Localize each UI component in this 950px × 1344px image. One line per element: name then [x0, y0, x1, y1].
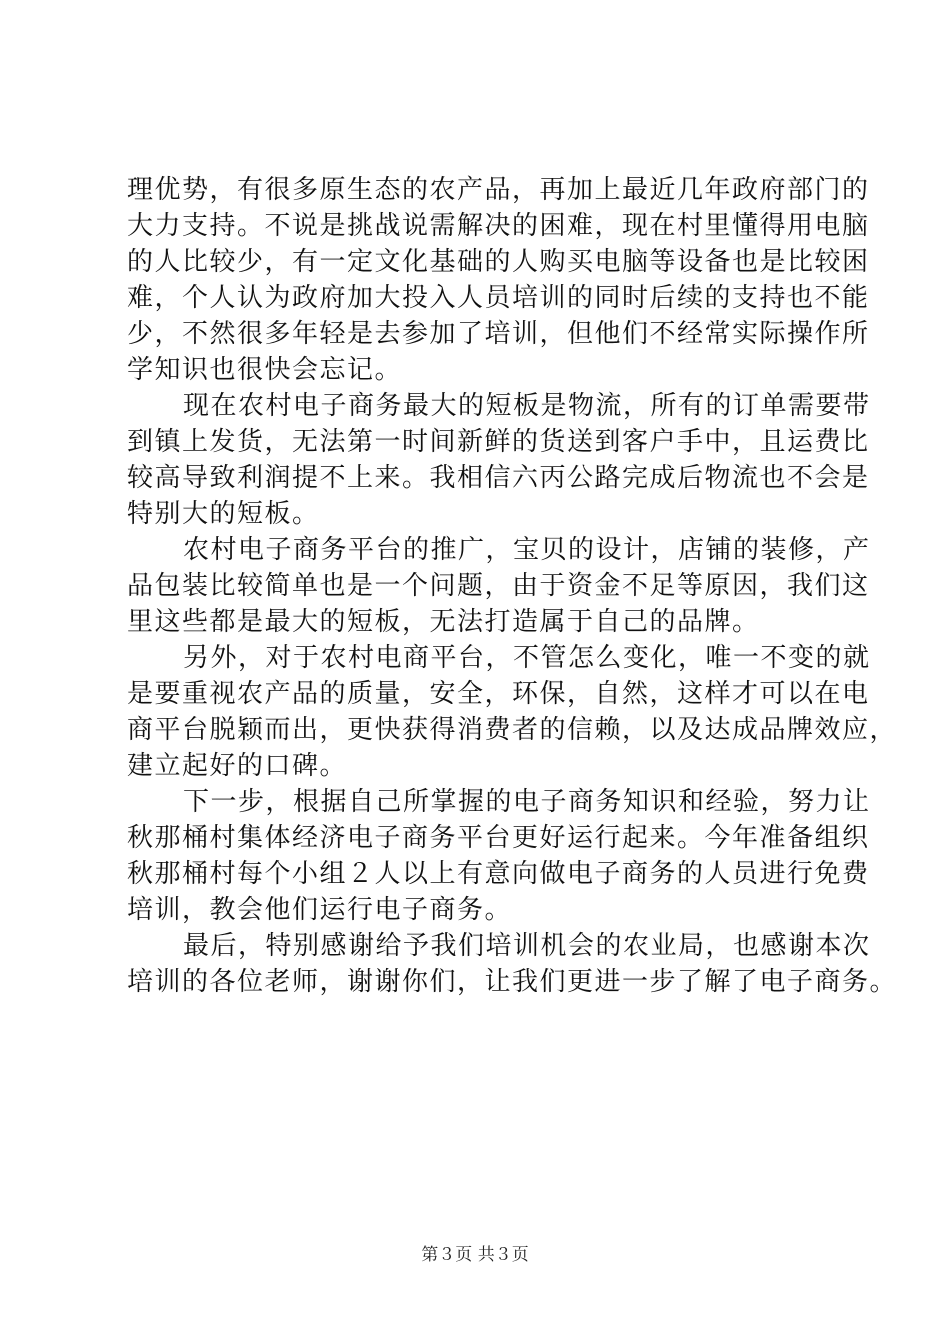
paragraph-first-line: 下一步，根据自己所掌握的电子商务知识和经验，努力让: [183, 787, 871, 817]
text-line: 秋那桶村集体经济电子商务平台更好运行起来。今年准备组织: [127, 823, 870, 853]
text-line: 商平台脱颖而出，更快获得消费者的信赖，以及达成品牌效应，: [127, 715, 898, 745]
text-line: 品包装比较简单也是一个问题，由于资金不足等原因，我们这: [127, 571, 870, 601]
text-line: 的人比较少，有一定文化基础的人购买电脑等设备也是比较困: [127, 247, 870, 277]
text-line: 培训，教会他们运行电子商务。: [127, 895, 513, 925]
document-body: [127, 172, 898, 1000]
page-footer: 第３页 共３页: [421, 1245, 529, 1265]
text-line: 少，不然很多年轻是去参加了培训，但他们不经常实际操作所: [127, 319, 870, 349]
text-line: 特别大的短板。: [127, 499, 320, 529]
text-line: 较高导致利润提不上来。我相信六丙公路完成后物流也不会是: [127, 463, 870, 493]
text-line: 难，个人认为政府加大投入人员培训的同时后续的支持也不能: [127, 283, 870, 313]
paragraph-first-line: 最后，特别感谢给予我们培训机会的农业局，也感谢本次: [183, 931, 871, 961]
text-line: 是要重视农产品的质量，安全，环保，自然，这样才可以在电: [127, 679, 870, 709]
text-line: 大力支持。不说是挑战说需解决的困难，现在村里懂得用电脑: [127, 211, 870, 241]
paragraph-first-line: 农村电子商务平台的推广，宝贝的设计，店铺的装修，产: [183, 535, 871, 565]
text-line: 理优势，有很多原生态的农产品，再加上最近几年政府部门的: [127, 175, 870, 205]
text-line: 建立起好的口碑。: [127, 751, 348, 781]
text-line: 到镇上发货，无法第一时间新鲜的货送到客户手中，且运费比: [127, 427, 870, 457]
text-line: 里这些都是最大的短板，无法打造属于自己的品牌。: [127, 607, 760, 637]
paragraph-first-line: 另外，对于农村电商平台，不管怎么变化，唯一不变的就: [183, 643, 871, 673]
text-line: 学知识也很快会忘记。: [127, 355, 403, 385]
text-line: 培训的各位老师，谢谢你们，让我们更进一步了解了电子商务。: [127, 967, 898, 997]
paragraph-first-line: 现在农村电子商务最大的短板是物流，所有的订单需要带: [183, 391, 871, 421]
text-line: 秋那桶村每个小组２人以上有意向做电子商务的人员进行免费: [127, 859, 870, 889]
